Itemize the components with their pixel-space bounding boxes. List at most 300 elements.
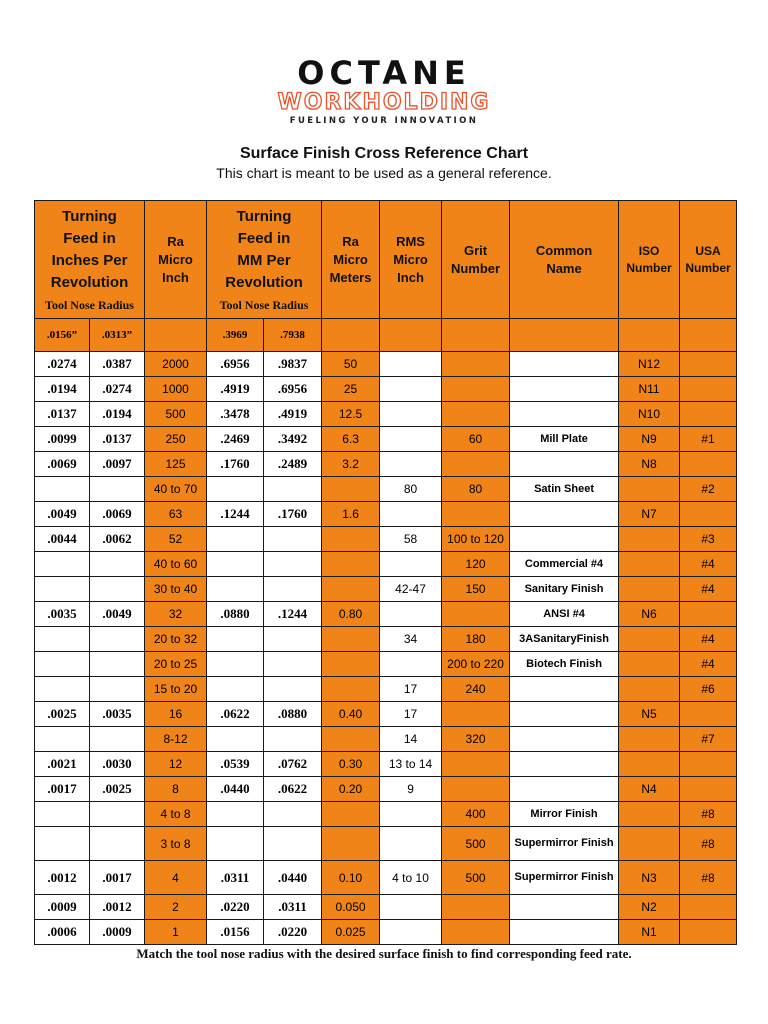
rms-micro-inch: 17 [380,677,442,702]
feed-inch-small-radius [35,552,90,577]
table-row [35,552,737,577]
ra-micro-inch: 40 to 60 [145,552,207,577]
feed-mm-large-radius: .0311 [264,895,322,920]
feed-mm-large-radius: .1244 [264,602,322,627]
feed-inch-small-radius [35,677,90,702]
ra-micro-inch: 1000 [145,377,207,402]
ra-micro-inch: 63 [145,502,207,527]
header-common-name [510,201,619,319]
feed-inch-small-radius: .0009 [35,895,90,920]
common-name: Commercial #4 [510,552,619,577]
grit-number: 400 [442,802,510,827]
feed-mm-large-radius: .3492 [264,427,322,452]
feed-mm-small-radius [207,727,264,752]
rms-micro-inch: 9 [380,777,442,802]
feed-mm-small-radius: .6956 [207,352,264,377]
feed-inch-large-radius: .0035 [90,702,145,727]
table-row [35,352,737,377]
feed-inch-large-radius: .0009 [90,920,145,945]
feed-mm-small-radius [207,802,264,827]
header-ra-micro-meters [322,201,380,319]
grit-number [442,452,510,477]
feed-mm-small-radius: .0156 [207,920,264,945]
feed-inch-small-radius: .0025 [35,702,90,727]
ra-micro-meters [322,802,380,827]
table-row [35,652,737,677]
ra-micro-meters: 0.80 [322,602,380,627]
feed-inch-large-radius: .0017 [90,861,145,895]
feed-mm-small-radius: .4919 [207,377,264,402]
table-row [35,702,737,727]
header-ra-micro-inch [145,201,207,319]
grit-number [442,377,510,402]
rms-micro-inch [380,827,442,861]
feed-inch-small-radius: .0044 [35,527,90,552]
header-text: ISO [638,243,660,258]
iso-number: N6 [619,602,680,627]
logo-sub-text: WORKHOLDING [277,90,491,115]
usa-number: #4 [680,577,737,602]
header-rms-micro-inch [380,201,442,319]
rms-micro-inch [380,352,442,377]
radius-mm-small: .3969 [207,319,264,352]
rms-micro-inch: 34 [380,627,442,652]
feed-mm-large-radius [264,527,322,552]
header-turning-inch [35,201,145,319]
footer-note: Match the tool nose radius with the desired surface finish to find corresponding feed rate. [136,946,632,961]
common-name: Supermirror Finish [510,861,619,895]
header-iso-number [619,201,680,319]
grit-number [442,602,510,627]
feed-inch-large-radius [90,477,145,502]
grit-number: 120 [442,552,510,577]
empty-cell [442,319,510,352]
grit-number [442,752,510,777]
tool-nose-radius-label: Tool Nose Radius [45,298,134,312]
header-text: Inch [162,269,189,285]
radius-row [35,319,737,352]
header-text: Inches Per [51,252,128,269]
rms-micro-inch [380,452,442,477]
iso-number: N8 [619,452,680,477]
usa-number: #4 [680,627,737,652]
header-text: Micro [158,251,193,267]
ra-micro-meters: 25 [322,377,380,402]
feed-mm-small-radius: .0220 [207,895,264,920]
table-row [35,377,737,402]
grit-number: 100 to 120 [442,527,510,552]
grit-number: 500 [442,827,510,861]
feed-inch-large-radius: .0012 [90,895,145,920]
feed-inch-large-radius: .0274 [90,377,145,402]
common-name: 3ASanitaryFinish [510,627,619,652]
feed-inch-small-radius: .0006 [35,920,90,945]
feed-mm-large-radius: .1760 [264,502,322,527]
header-row [35,201,737,319]
grit-number: 200 to 220 [442,652,510,677]
header-text: Turning [236,208,292,225]
rms-micro-inch [380,802,442,827]
usa-number [680,920,737,945]
iso-number [619,577,680,602]
ra-micro-inch: 4 to 8 [145,802,207,827]
feed-inch-small-radius [35,727,90,752]
empty-cell [145,319,207,352]
common-name [510,702,619,727]
iso-number: N7 [619,502,680,527]
rms-micro-inch: 4 to 10 [380,861,442,895]
usa-number: #4 [680,652,737,677]
usa-number: #7 [680,727,737,752]
table-row [35,602,737,627]
feed-mm-large-radius [264,677,322,702]
feed-mm-large-radius: .0440 [264,861,322,895]
page-subtitle: This chart is meant to be used as a general reference. [216,165,552,181]
table-body [35,352,737,945]
empty-cell [322,319,380,352]
rms-micro-inch: 17 [380,702,442,727]
feed-mm-large-radius: .4919 [264,402,322,427]
feed-mm-large-radius [264,552,322,577]
feed-inch-large-radius: .0137 [90,427,145,452]
rms-micro-inch [380,652,442,677]
common-name: Mill Plate [510,427,619,452]
usa-number [680,602,737,627]
feed-inch-large-radius: .0062 [90,527,145,552]
table-row [35,802,737,827]
usa-number: #8 [680,827,737,861]
empty-cell [680,319,737,352]
feed-inch-large-radius: .0069 [90,502,145,527]
rms-micro-inch [380,402,442,427]
header-grit-number [442,201,510,319]
logo-main-text: OCTANE [297,54,471,92]
table-row [35,727,737,752]
iso-number: N5 [619,702,680,727]
iso-number [619,527,680,552]
feed-inch-large-radius: .0030 [90,752,145,777]
common-name [510,402,619,427]
feed-inch-small-radius [35,627,90,652]
feed-mm-small-radius [207,552,264,577]
feed-inch-large-radius: .0387 [90,352,145,377]
grit-number [442,352,510,377]
header-turning-mm [207,201,322,319]
feed-inch-large-radius: .0049 [90,602,145,627]
ra-micro-inch: 2 [145,895,207,920]
feed-mm-small-radius [207,477,264,502]
empty-cell [510,319,619,352]
table-row [35,527,737,552]
ra-micro-meters: 6.3 [322,427,380,452]
feed-mm-large-radius [264,727,322,752]
table-row [35,627,737,652]
usa-number [680,777,737,802]
common-name: ANSI #4 [510,602,619,627]
feed-inch-small-radius [35,802,90,827]
table-row [35,827,737,861]
table-row [35,402,737,427]
common-name [510,502,619,527]
ra-micro-inch: 125 [145,452,207,477]
usa-number: #1 [680,427,737,452]
common-name [510,527,619,552]
page-title: Surface Finish Cross Reference Chart [239,145,529,162]
common-name: Sanitary Finish [510,577,619,602]
feed-inch-large-radius [90,827,145,861]
ra-micro-inch: 20 to 32 [145,627,207,652]
header-text: Name [546,260,582,276]
feed-inch-large-radius: .0097 [90,452,145,477]
feed-mm-small-radius [207,527,264,552]
feed-inch-small-radius [35,652,90,677]
usa-number [680,702,737,727]
grit-number: 320 [442,727,510,752]
header-text: Revolution [225,274,303,291]
grit-number [442,777,510,802]
usa-number: #8 [680,861,737,895]
common-name [510,352,619,377]
header-text: Feed in [237,230,291,247]
common-name [510,377,619,402]
iso-number [619,802,680,827]
table-row [35,895,737,920]
feed-mm-small-radius [207,652,264,677]
ra-micro-meters: 0.20 [322,777,380,802]
rms-micro-inch [380,552,442,577]
feed-mm-small-radius: .1760 [207,452,264,477]
ra-micro-inch: 500 [145,402,207,427]
feed-inch-small-radius: .0069 [35,452,90,477]
feed-inch-small-radius: .0137 [35,402,90,427]
ra-micro-inch: 1 [145,920,207,945]
iso-number: N10 [619,402,680,427]
usa-number [680,752,737,777]
ra-micro-meters: 0.30 [322,752,380,777]
ra-micro-inch: 40 to 70 [145,477,207,502]
radius-mm-large: .7938 [264,319,322,352]
table-row [35,427,737,452]
ra-micro-inch: 15 to 20 [145,677,207,702]
feed-mm-small-radius: .0622 [207,702,264,727]
feed-mm-small-radius: .2469 [207,427,264,452]
common-name: Supermirror Finish [510,827,619,861]
feed-inch-large-radius [90,677,145,702]
feed-inch-large-radius [90,727,145,752]
feed-inch-large-radius [90,577,145,602]
iso-number [619,677,680,702]
feed-mm-large-radius: .9837 [264,352,322,377]
feed-mm-large-radius [264,802,322,827]
ra-micro-meters [322,627,380,652]
grit-number: 180 [442,627,510,652]
common-name [510,727,619,752]
table-row [35,777,737,802]
iso-number: N11 [619,377,680,402]
usa-number [680,502,737,527]
empty-cell [619,319,680,352]
feed-mm-large-radius: .0880 [264,702,322,727]
feed-mm-large-radius: .0622 [264,777,322,802]
header-text: Turning [62,208,117,225]
radius-inch-small: .0156” [35,319,90,352]
header-text: USA [695,243,721,258]
rms-micro-inch [380,602,442,627]
table-row [35,920,737,945]
iso-number: N2 [619,895,680,920]
grit-number [442,702,510,727]
table-row [35,752,737,777]
grit-number: 500 [442,861,510,895]
feed-mm-large-radius: .0762 [264,752,322,777]
ra-micro-meters: 0.050 [322,895,380,920]
rms-micro-inch: 80 [380,477,442,502]
ra-micro-meters: 12.5 [322,402,380,427]
common-name [510,752,619,777]
common-name [510,777,619,802]
feed-mm-small-radius: .3478 [207,402,264,427]
feed-mm-small-radius: .0440 [207,777,264,802]
usa-number [680,402,737,427]
rms-micro-inch [380,502,442,527]
iso-number: N9 [619,427,680,452]
header-text: Revolution [50,274,129,291]
rms-micro-inch: 58 [380,527,442,552]
header-text: Common [535,242,593,258]
rms-micro-inch: 13 to 14 [380,752,442,777]
iso-number: N3 [619,861,680,895]
iso-number: N4 [619,777,680,802]
iso-number: N1 [619,920,680,945]
header-text: Micro [393,251,428,267]
header-text: MM Per [237,252,291,269]
feed-mm-small-radius: .0539 [207,752,264,777]
feed-inch-large-radius [90,652,145,677]
ra-micro-meters [322,677,380,702]
ra-micro-meters: 0.40 [322,702,380,727]
common-name: Biotech Finish [510,652,619,677]
usa-number [680,895,737,920]
feed-inch-large-radius [90,552,145,577]
header-text: Meters [329,269,372,285]
table-row [35,677,737,702]
feed-mm-small-radius: .1244 [207,502,264,527]
ra-micro-meters [322,477,380,502]
header-text: Ra [342,233,359,249]
feed-mm-small-radius: .0880 [207,602,264,627]
rms-micro-inch: 14 [380,727,442,752]
iso-number [619,627,680,652]
ra-micro-inch: 52 [145,527,207,552]
common-name [510,920,619,945]
grit-number: 240 [442,677,510,702]
grit-number: 60 [442,427,510,452]
grit-number [442,502,510,527]
feed-mm-large-radius: .6956 [264,377,322,402]
header-text: Micro [333,251,368,267]
feed-inch-small-radius: .0049 [35,502,90,527]
usa-number: #6 [680,677,737,702]
ra-micro-meters [322,827,380,861]
ra-micro-inch: 8 [145,777,207,802]
feed-inch-small-radius: .0017 [35,777,90,802]
feed-inch-small-radius: .0035 [35,602,90,627]
ra-micro-inch: 30 to 40 [145,577,207,602]
feed-mm-small-radius [207,827,264,861]
rms-micro-inch [380,427,442,452]
feed-mm-small-radius: .0311 [207,861,264,895]
header-text: RMS [396,233,425,249]
ra-micro-inch: 16 [145,702,207,727]
rms-micro-inch [380,377,442,402]
usa-number: #2 [680,477,737,502]
feed-mm-large-radius [264,577,322,602]
iso-number [619,727,680,752]
feed-mm-small-radius [207,677,264,702]
table-row [35,861,737,895]
ra-micro-meters [322,727,380,752]
empty-cell [380,319,442,352]
feed-inch-large-radius: .0194 [90,402,145,427]
grit-number: 80 [442,477,510,502]
header-text: Inch [397,269,424,285]
header-text: Grit [463,242,488,258]
common-name [510,895,619,920]
header-text: Number [685,260,731,275]
feed-mm-large-radius: .2489 [264,452,322,477]
feed-mm-small-radius [207,627,264,652]
ra-micro-meters: 1.6 [322,502,380,527]
common-name [510,452,619,477]
common-name [510,677,619,702]
header-text: Ra [167,233,184,249]
iso-number [619,827,680,861]
feed-mm-large-radius [264,652,322,677]
usa-number: #4 [680,552,737,577]
feed-mm-large-radius [264,477,322,502]
usa-number: #3 [680,527,737,552]
feed-inch-small-radius: .0194 [35,377,90,402]
ra-micro-meters [322,527,380,552]
grit-number: 150 [442,577,510,602]
table-row [35,477,737,502]
feed-inch-small-radius: .0099 [35,427,90,452]
ra-micro-meters [322,577,380,602]
feed-inch-small-radius [35,477,90,502]
ra-micro-meters: 0.025 [322,920,380,945]
feed-mm-large-radius [264,627,322,652]
rms-micro-inch: 42-47 [380,577,442,602]
feed-inch-large-radius: .0025 [90,777,145,802]
octane-workholding-logo [0,55,768,126]
ra-micro-meters: 0.10 [322,861,380,895]
iso-number [619,552,680,577]
radius-inch-large: .0313” [90,319,145,352]
common-name: Satin Sheet [510,477,619,502]
grit-number [442,895,510,920]
header-usa-number [680,201,737,319]
feed-inch-small-radius: .0012 [35,861,90,895]
feed-inch-large-radius [90,627,145,652]
tool-nose-radius-label: Tool Nose Radius [219,298,309,312]
ra-micro-inch: 2000 [145,352,207,377]
ra-micro-inch: 4 [145,861,207,895]
feed-inch-small-radius [35,577,90,602]
surface-finish-table [34,200,737,945]
feed-mm-small-radius [207,577,264,602]
table-row [35,502,737,527]
ra-micro-inch: 250 [145,427,207,452]
